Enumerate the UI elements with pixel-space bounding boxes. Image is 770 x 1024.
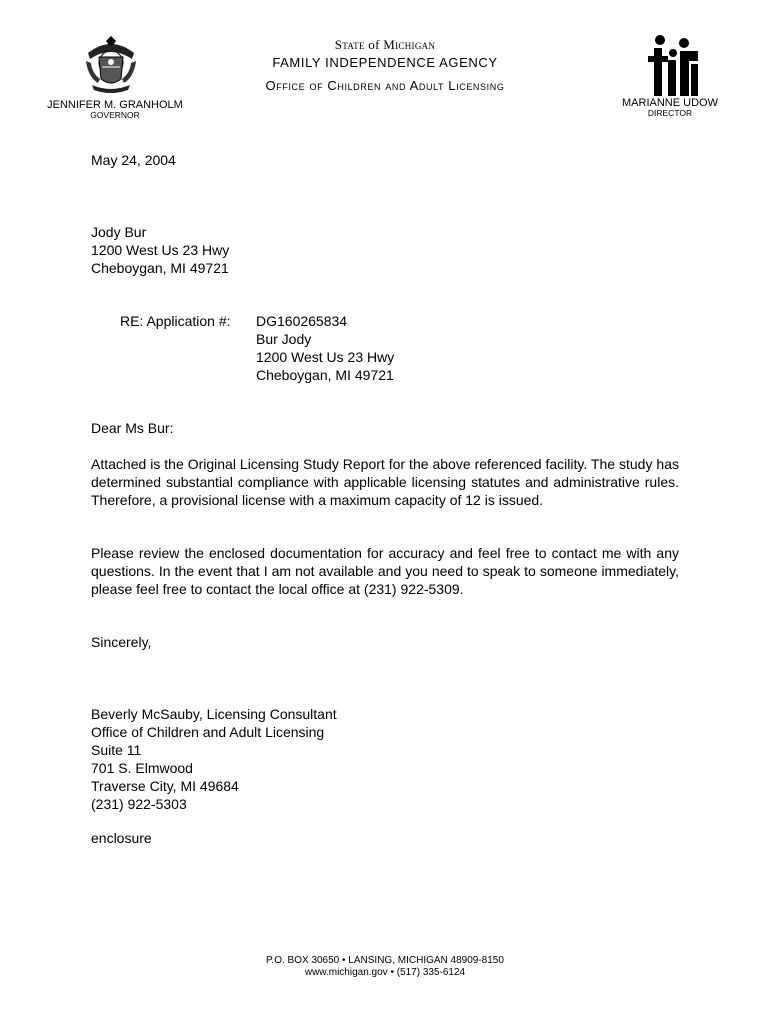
state-of: of (364, 37, 384, 52)
re-details (256, 312, 394, 384)
letter-date: May 24, 2004 (91, 152, 176, 168)
re-line: 1200 West Us 23 Hwy (256, 349, 395, 365)
recipient-line: 1200 West Us 23 Hwy (91, 242, 230, 258)
state-word: State (334, 37, 365, 52)
director-title: DIRECTOR (647, 108, 693, 118)
signature-line: Beverly McSauby, Licensing Consultant (91, 706, 337, 722)
re-line: Bur Jody (256, 331, 312, 347)
footer-address: P.O. BOX 30650 • LANSING, MICHIGAN 48909-8150 (266, 955, 504, 966)
re-label: RE: Application #: (120, 313, 231, 329)
recipient-line: Jody Bur (91, 224, 147, 240)
agency-name: FAMILY INDEPENDENCE AGENCY (272, 55, 498, 70)
paragraph-2: Please review the enclosed documentation for accuracy and feel free to contact me with any questions. In the event that I am not available and you need to speak to someone immediately, please feel free to contact the local office at (231) 922-5309. (91, 545, 679, 597)
re-line: DG160265834 (256, 313, 348, 329)
closing: Sincerely, (91, 634, 152, 650)
fia-logo-icon (640, 32, 700, 98)
signature-block (91, 705, 337, 813)
recipient-address (91, 223, 229, 277)
signature-line: Traverse City, MI 49684 (91, 778, 239, 794)
salutation: Dear Ms Bur: (91, 420, 174, 436)
state-name: Michigan (383, 37, 436, 52)
signature-line: Suite 11 (91, 742, 142, 758)
paragraph-1: Attached is the Original Licensing Study Report for the above referenced facility. The study has determined substantial compliance with applicable licensing statutes and administrative rules. Therefore, a provisional license with a maximum capacity of 12 is issued. (91, 456, 679, 508)
signature-line: (231) 922-5303 (91, 796, 187, 812)
office-name: Office of Children and Adult Licensing (265, 78, 505, 93)
governor-title: GOVERNOR (90, 110, 140, 120)
re-line: Cheboygan, MI 49721 (256, 367, 394, 383)
enclosure-note: enclosure (91, 830, 152, 846)
signature-line: Office of Children and Adult Licensing (91, 724, 325, 740)
director-name: MARIANNE UDOW (622, 97, 718, 109)
recipient-line: Cheboygan, MI 49721 (91, 260, 229, 276)
signature-line: 701 S. Elmwood (91, 760, 193, 776)
governor-name: JENNIFER M. GRANHOLM (47, 99, 183, 111)
michigan-seal-icon (78, 33, 144, 99)
footer-contact: www.michigan.gov • (517) 335-6124 (304, 967, 466, 978)
